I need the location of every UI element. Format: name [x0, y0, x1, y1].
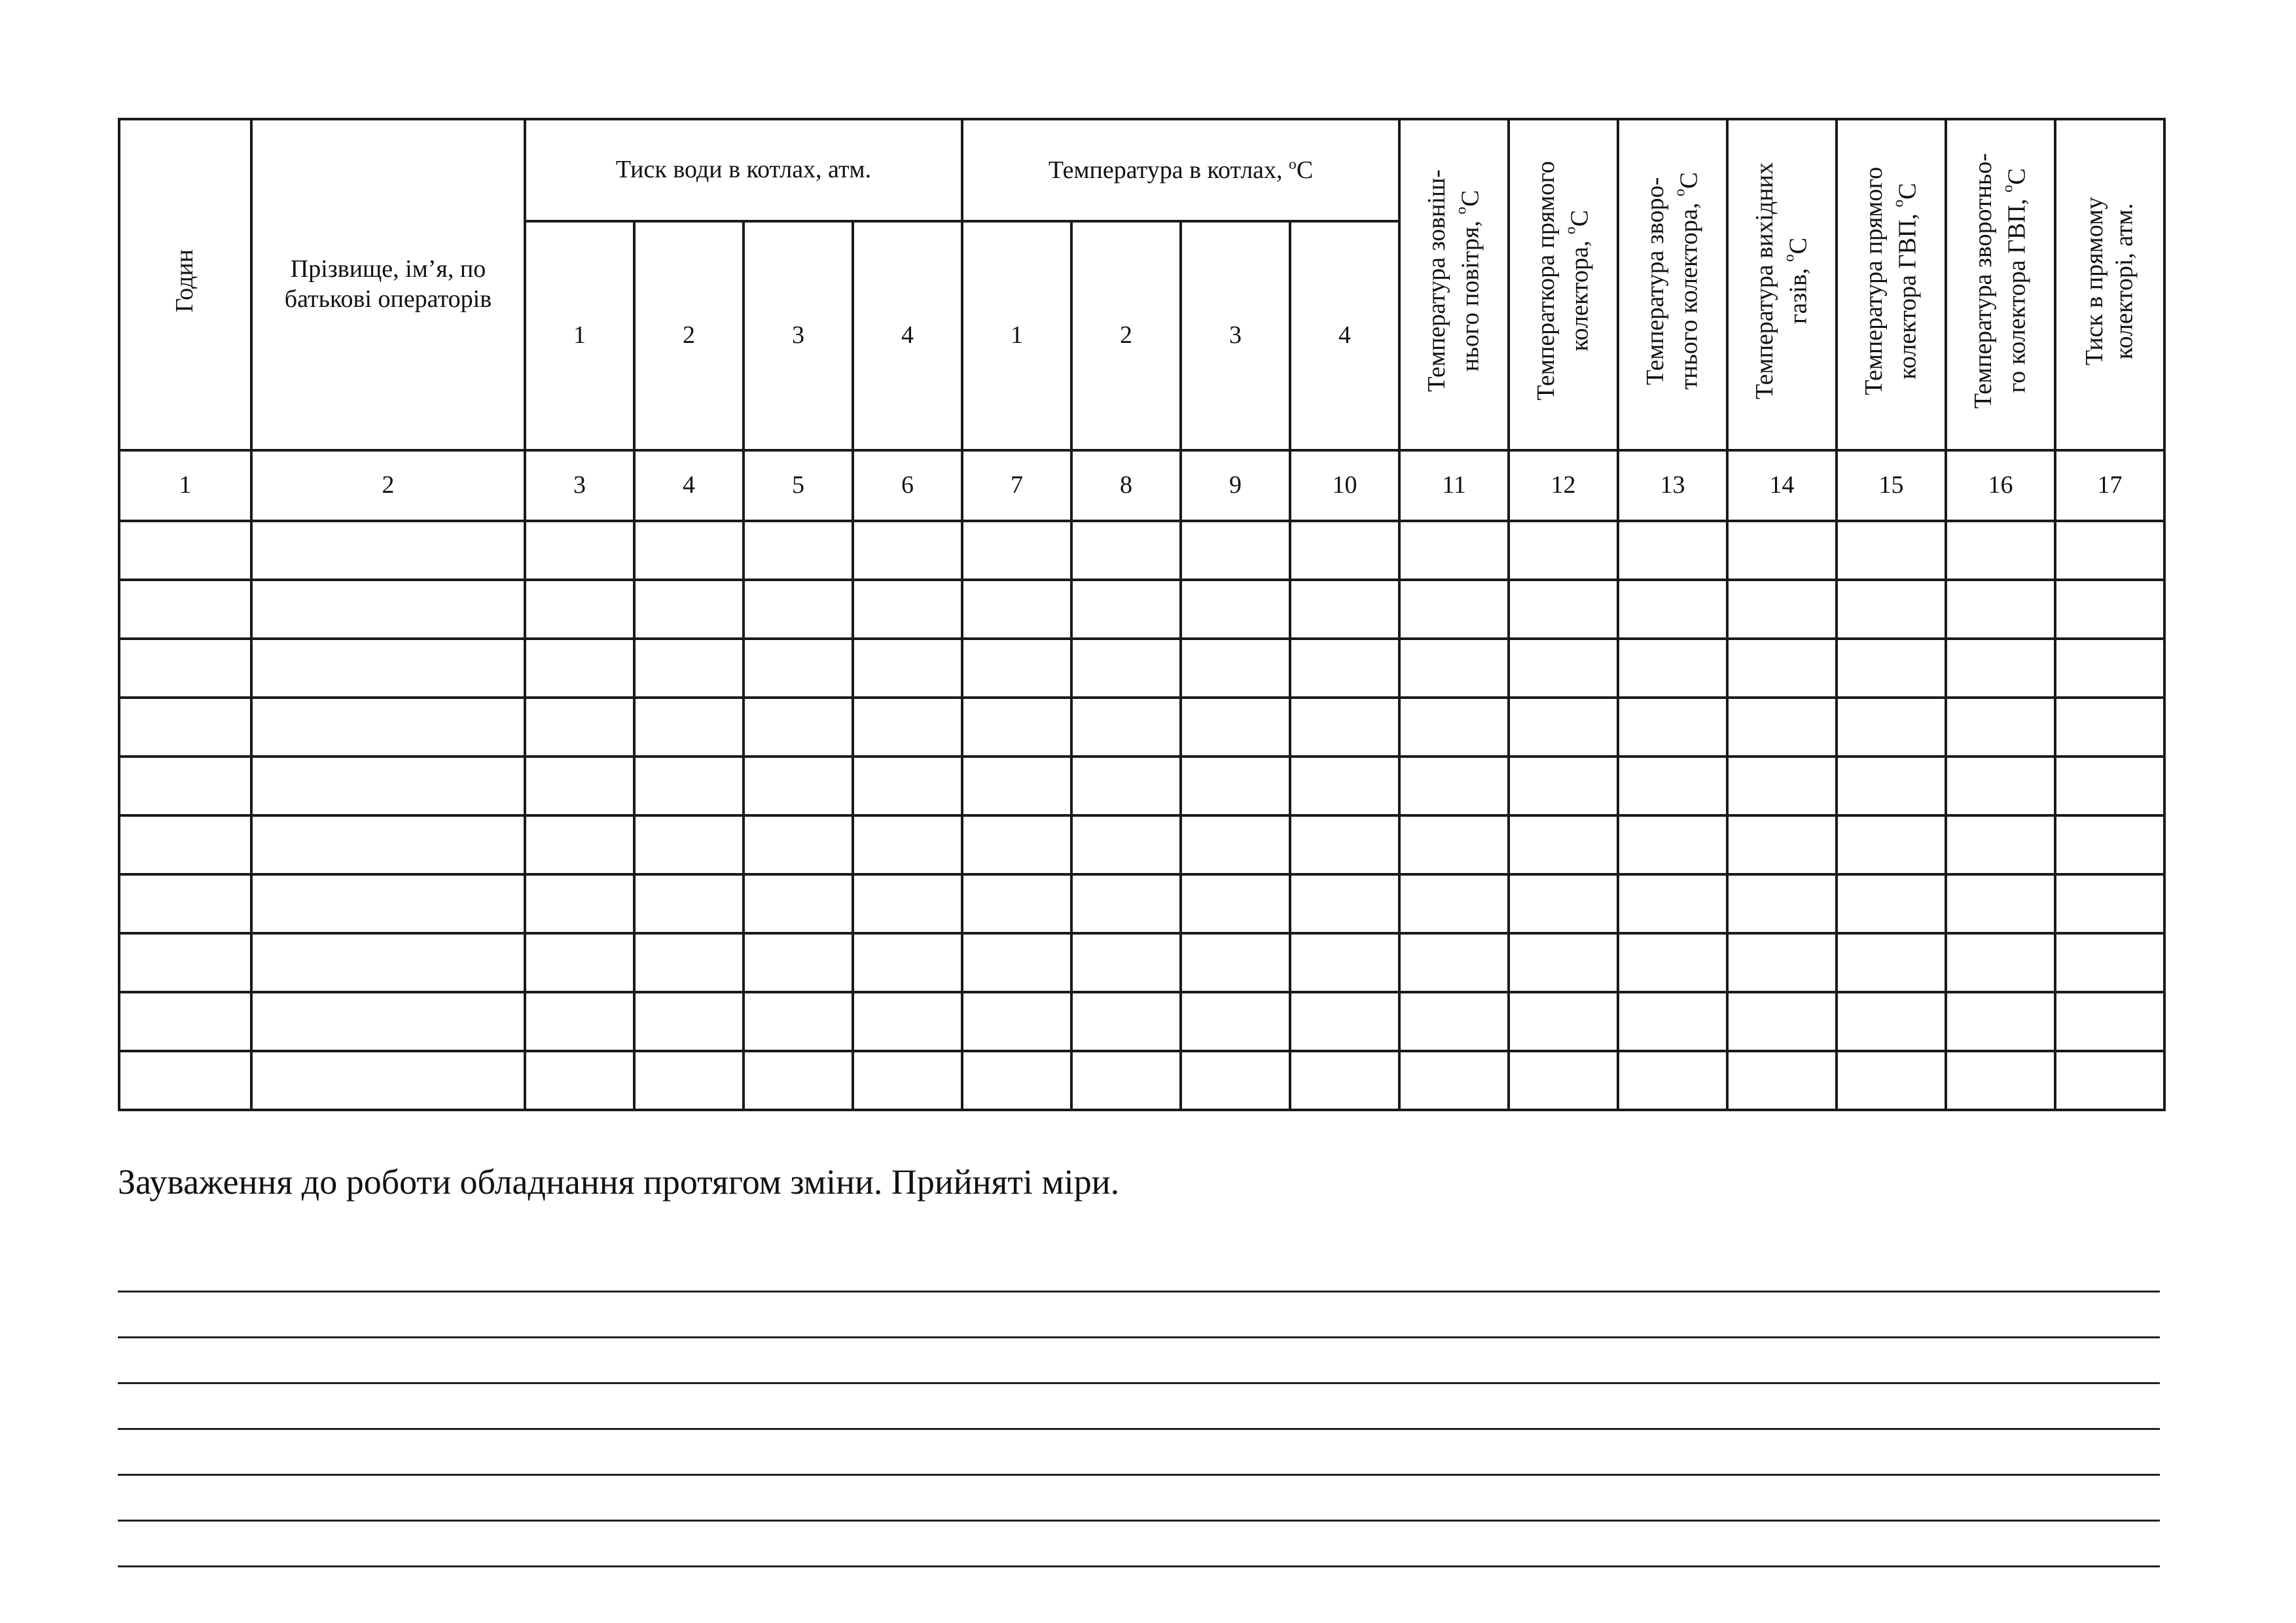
header-hours — [119, 119, 251, 450]
header-operators — [251, 119, 525, 450]
entry-cell[interactable] — [1618, 580, 1727, 639]
header-water-pressure-label: Тиск води в котлах, атм. — [615, 156, 872, 184]
entry-cell[interactable] — [119, 698, 251, 757]
table-row — [119, 992, 2164, 1051]
entry-cell[interactable] — [1618, 874, 1727, 933]
entry-cell[interactable] — [1837, 757, 1946, 815]
entry-cell[interactable] — [1399, 580, 1509, 639]
entry-cell[interactable] — [1290, 757, 1399, 815]
header-boiler-temperature-label: Температура в котлах, — [1048, 156, 1289, 184]
entry-cell[interactable] — [525, 874, 634, 933]
vertical-header-line1: Температура вихідних — [1750, 162, 1778, 400]
entry-cell[interactable] — [1399, 698, 1509, 757]
entry-cell[interactable] — [2055, 580, 2164, 639]
entry-cell[interactable] — [634, 815, 744, 874]
operator-log-table — [118, 118, 2166, 1111]
entry-cell[interactable] — [1509, 815, 1618, 874]
entry-cell[interactable] — [744, 698, 853, 757]
entry-cell[interactable] — [119, 757, 251, 815]
entry-cell[interactable] — [1399, 815, 1509, 874]
entry-cell[interactable] — [251, 874, 525, 933]
entry-cell[interactable] — [1181, 757, 1290, 815]
entry-cell[interactable] — [1727, 933, 1837, 992]
column-number: 7 — [962, 450, 1071, 521]
entry-cell[interactable] — [1071, 639, 1181, 698]
entry-cell[interactable] — [1181, 815, 1290, 874]
entry-cell[interactable] — [525, 1051, 634, 1110]
entry-cell[interactable] — [1290, 698, 1399, 757]
entry-cell[interactable] — [1290, 521, 1399, 580]
entry-cell[interactable] — [1290, 1051, 1399, 1110]
header-boiler-temperature — [962, 119, 1399, 221]
boiler-pressure-4: 4 — [853, 221, 962, 450]
entry-cell[interactable] — [1509, 1051, 1618, 1110]
entry-cell[interactable] — [1837, 639, 1946, 698]
entry-cell[interactable] — [853, 521, 962, 580]
header-hours-label: Годин — [171, 249, 199, 313]
entry-cell[interactable] — [119, 815, 251, 874]
header-water-pressure — [525, 119, 962, 221]
entry-cell[interactable] — [1946, 698, 2055, 757]
entry-cell[interactable] — [744, 1051, 853, 1110]
column-number: 15 — [1837, 450, 1946, 521]
entry-cell[interactable] — [525, 757, 634, 815]
column-number: 5 — [744, 450, 853, 521]
entry-cell[interactable] — [251, 580, 525, 639]
entry-cell[interactable] — [634, 933, 744, 992]
entry-cell[interactable] — [1509, 639, 1618, 698]
degree-mark: о — [1671, 188, 1689, 197]
entry-cell[interactable] — [525, 580, 634, 639]
entry-cell[interactable] — [1509, 992, 1618, 1051]
header-supply-collector-temperature — [1509, 119, 1618, 450]
entry-cell[interactable] — [1727, 815, 1837, 874]
entry-cell[interactable] — [525, 521, 634, 580]
entry-cell[interactable] — [853, 698, 962, 757]
entry-cell[interactable] — [1290, 815, 1399, 874]
vertical-header-line2: го колектора ГВП, — [2003, 192, 2031, 393]
table-row — [119, 1051, 2164, 1110]
remarks-label: Зауваження до роботи обладнання протягом зміни. Прийняті міри. — [118, 1162, 1120, 1202]
remarks-line[interactable] — [118, 1430, 2160, 1476]
unit-celsius: С — [1566, 210, 1594, 227]
entry-cell[interactable] — [1509, 580, 1618, 639]
entry-cell[interactable] — [1837, 933, 1946, 992]
remarks-line[interactable] — [118, 1293, 2160, 1338]
entry-cell[interactable] — [634, 757, 744, 815]
table-row — [119, 757, 2164, 815]
entry-cell[interactable] — [2055, 1051, 2164, 1110]
entry-cell[interactable] — [962, 1051, 1071, 1110]
table-row — [119, 639, 2164, 698]
entry-cell[interactable] — [1509, 698, 1618, 757]
entry-cell[interactable] — [1399, 757, 1509, 815]
entry-cell[interactable] — [119, 933, 251, 992]
entry-cell[interactable] — [1618, 1051, 1727, 1110]
entry-cell[interactable] — [1181, 639, 1290, 698]
entry-cell[interactable] — [251, 1051, 525, 1110]
entry-cell[interactable] — [853, 933, 962, 992]
entry-cell[interactable] — [1837, 874, 1946, 933]
entry-cell[interactable] — [962, 992, 1071, 1051]
entry-cell[interactable] — [634, 992, 744, 1051]
column-number: 13 — [1618, 450, 1727, 521]
entry-cell[interactable] — [1181, 580, 1290, 639]
vertical-header-line2: газів, — [1784, 262, 1812, 325]
entry-cell[interactable] — [1290, 933, 1399, 992]
entry-cell[interactable] — [1618, 992, 1727, 1051]
entry-cell[interactable] — [1837, 1051, 1946, 1110]
entry-cell[interactable] — [634, 698, 744, 757]
entry-cell[interactable] — [1618, 757, 1727, 815]
entry-cell[interactable] — [119, 639, 251, 698]
entry-cell[interactable] — [1071, 521, 1181, 580]
remarks-line[interactable] — [118, 1338, 2160, 1384]
entry-cell[interactable] — [744, 874, 853, 933]
entry-cell[interactable] — [251, 521, 525, 580]
vertical-header-line1: Температура зворотньо- — [1969, 153, 1997, 409]
entry-cell[interactable] — [962, 639, 1071, 698]
degree-mark: о — [1452, 206, 1470, 215]
column-number: 9 — [1181, 450, 1290, 521]
entry-cell[interactable] — [251, 992, 525, 1051]
entry-cell[interactable] — [251, 933, 525, 992]
entry-cell[interactable] — [525, 933, 634, 992]
entry-cell[interactable] — [962, 874, 1071, 933]
entry-cell[interactable] — [1399, 521, 1509, 580]
entry-cell[interactable] — [1399, 933, 1509, 992]
entry-cell[interactable] — [525, 992, 634, 1051]
header-operators-line1: Прізвище, ім’я, по — [290, 255, 486, 283]
entry-cell[interactable] — [853, 1051, 962, 1110]
vertical-header-line2: нього повітря, — [1456, 214, 1484, 372]
unit-celsius: С — [1675, 172, 1703, 189]
entry-cell[interactable] — [1071, 698, 1181, 757]
column-number: 17 — [2055, 450, 2164, 521]
entry-cell[interactable] — [251, 757, 525, 815]
entry-cell[interactable] — [1509, 933, 1618, 992]
header-supply-collector-pressure — [2055, 119, 2164, 450]
boiler-temperature-3: 3 — [1181, 221, 1290, 450]
entry-cell[interactable] — [962, 698, 1071, 757]
entry-cell[interactable] — [1837, 698, 1946, 757]
entry-cell[interactable] — [1181, 698, 1290, 757]
entry-cell[interactable] — [1181, 992, 1290, 1051]
table-row — [119, 815, 2164, 874]
entry-cell[interactable] — [1727, 521, 1837, 580]
vertical-header-line2: колектора, — [1566, 234, 1594, 352]
column-number: 8 — [1071, 450, 1181, 521]
degree-mark: о — [1890, 199, 1907, 207]
entry-cell[interactable] — [744, 757, 853, 815]
table-row — [119, 580, 2164, 639]
degree-mark: о — [1562, 226, 1579, 235]
entry-cell[interactable] — [744, 933, 853, 992]
entry-cell[interactable] — [1837, 521, 1946, 580]
degree-mark: о — [1780, 254, 1798, 262]
entry-cell[interactable] — [1181, 1051, 1290, 1110]
entry-cell[interactable] — [1837, 992, 1946, 1051]
entry-cell[interactable] — [2055, 874, 2164, 933]
entry-cell[interactable] — [2055, 521, 2164, 580]
boiler-pressure-1: 1 — [525, 221, 634, 450]
column-number: 11 — [1399, 450, 1509, 521]
entry-cell[interactable] — [119, 1051, 251, 1110]
remarks-line[interactable] — [118, 1247, 2160, 1293]
entry-cell[interactable] — [1727, 874, 1837, 933]
entry-cell[interactable] — [1837, 815, 1946, 874]
entry-cell[interactable] — [634, 521, 744, 580]
entry-cell[interactable] — [1399, 992, 1509, 1051]
vertical-header-line2: колектора ГВП, — [1893, 207, 1922, 380]
entry-cell[interactable] — [1837, 580, 1946, 639]
column-number: 6 — [853, 450, 962, 521]
entry-cell[interactable] — [525, 815, 634, 874]
header-exhaust-gas-temperature — [1727, 119, 1837, 450]
entry-cell[interactable] — [1290, 580, 1399, 639]
entry-cell[interactable] — [1727, 639, 1837, 698]
column-number-row — [119, 450, 2164, 521]
entry-cell[interactable] — [1181, 874, 1290, 933]
entry-cell[interactable] — [1181, 933, 1290, 992]
entry-cell[interactable] — [1290, 992, 1399, 1051]
entry-cell[interactable] — [251, 815, 525, 874]
entry-cell[interactable] — [853, 639, 962, 698]
entry-cell[interactable] — [1290, 639, 1399, 698]
entry-cell[interactable] — [119, 874, 251, 933]
header-return-collector-temperature — [1618, 119, 1727, 450]
entry-cell[interactable] — [962, 757, 1071, 815]
entry-cell[interactable] — [2055, 639, 2164, 698]
degree-mark: о — [1289, 155, 1297, 173]
header-hot-water-supply-temperature — [1837, 119, 1946, 450]
entry-cell[interactable] — [1727, 1051, 1837, 1110]
column-number: 16 — [1946, 450, 2055, 521]
column-number: 12 — [1509, 450, 1618, 521]
header-operators-line2: батькові операторів — [284, 285, 492, 313]
entry-cell[interactable] — [1946, 580, 2055, 639]
entry-cell[interactable] — [1618, 815, 1727, 874]
entry-cell[interactable] — [1946, 639, 2055, 698]
column-number: 2 — [251, 450, 525, 521]
boiler-temperature-1: 1 — [962, 221, 1071, 450]
entry-cell[interactable] — [1946, 992, 2055, 1051]
entry-cell[interactable] — [1071, 1051, 1181, 1110]
column-number: 14 — [1727, 450, 1837, 521]
boiler-temperature-4: 4 — [1290, 221, 1399, 450]
entry-cell[interactable] — [2055, 815, 2164, 874]
entry-cell[interactable] — [744, 521, 853, 580]
entry-cell[interactable] — [1946, 757, 2055, 815]
entry-cell[interactable] — [744, 815, 853, 874]
entry-cell[interactable] — [1509, 874, 1618, 933]
entry-cell[interactable] — [1071, 933, 1181, 992]
entry-cell[interactable] — [853, 580, 962, 639]
vertical-header-line1: Температура зовніш- — [1422, 169, 1450, 393]
entry-cell[interactable] — [1946, 933, 2055, 992]
remarks-line[interactable] — [118, 1476, 2160, 1522]
entry-cell[interactable] — [251, 639, 525, 698]
entry-cell[interactable] — [2055, 698, 2164, 757]
entry-cell[interactable] — [1618, 521, 1727, 580]
header-hot-water-return-temperature — [1946, 119, 2055, 450]
entry-cell[interactable] — [744, 639, 853, 698]
entry-cell[interactable] — [962, 815, 1071, 874]
entry-cell[interactable] — [2055, 757, 2164, 815]
unit-celsius: С — [2003, 168, 2031, 185]
entry-cell[interactable] — [1071, 874, 1181, 933]
entry-cell[interactable] — [525, 639, 634, 698]
table-row — [119, 698, 2164, 757]
entry-cell[interactable] — [251, 698, 525, 757]
vertical-header-line1: Температура зворо- — [1641, 177, 1669, 385]
entry-cell[interactable] — [1727, 580, 1837, 639]
entry-cell[interactable] — [525, 698, 634, 757]
column-number: 4 — [634, 450, 744, 521]
remarks-line[interactable] — [118, 1522, 2160, 1567]
header-outside-air-temperature — [1399, 119, 1509, 450]
entry-cell[interactable] — [634, 639, 744, 698]
entry-cell[interactable] — [1071, 580, 1181, 639]
entry-cell[interactable] — [2055, 992, 2164, 1051]
entry-cell[interactable] — [853, 992, 962, 1051]
unit-celsius: С — [1296, 156, 1314, 184]
column-number: 10 — [1290, 450, 1399, 521]
entry-cell[interactable] — [1290, 874, 1399, 933]
boiler-pressure-3: 3 — [744, 221, 853, 450]
entry-cell[interactable] — [119, 521, 251, 580]
entry-cell[interactable] — [1946, 874, 2055, 933]
vertical-header-line1: Температура прямого — [1859, 166, 1888, 395]
entry-cell[interactable] — [1509, 757, 1618, 815]
entry-cell[interactable] — [1618, 639, 1727, 698]
entry-cell[interactable] — [1509, 521, 1618, 580]
boiler-pressure-2: 2 — [634, 221, 744, 450]
entry-cell[interactable] — [1181, 521, 1290, 580]
entry-cell[interactable] — [1071, 815, 1181, 874]
vertical-header-line2: колекторі, атм. — [2110, 202, 2138, 359]
vertical-header-line2: тнього колектора, — [1675, 196, 1703, 390]
entry-cell[interactable] — [634, 1051, 744, 1110]
entry-cell[interactable] — [2055, 933, 2164, 992]
entry-cell[interactable] — [853, 874, 962, 933]
unit-celsius: С — [1456, 190, 1484, 207]
entry-cell[interactable] — [1071, 992, 1181, 1051]
remarks-line[interactable] — [118, 1384, 2160, 1430]
vertical-header-line1: Температкора прямого — [1532, 161, 1560, 401]
degree-mark: о — [1999, 185, 2017, 193]
entry-cell[interactable] — [1399, 639, 1509, 698]
entry-cell[interactable] — [1727, 757, 1837, 815]
table-row — [119, 874, 2164, 933]
entry-cell[interactable] — [1399, 1051, 1509, 1110]
remarks-writing-lines — [118, 1247, 2160, 1567]
column-number: 3 — [525, 450, 634, 521]
table-row — [119, 521, 2164, 580]
entry-cell[interactable] — [962, 933, 1071, 992]
column-number: 1 — [119, 450, 251, 521]
unit-celsius: С — [1784, 238, 1812, 255]
entry-cell[interactable] — [744, 580, 853, 639]
entry-cell[interactable] — [1727, 698, 1837, 757]
entry-cell[interactable] — [1727, 992, 1837, 1051]
boiler-temperature-2: 2 — [1071, 221, 1181, 450]
entry-cell[interactable] — [962, 521, 1071, 580]
entry-cell[interactable] — [1071, 757, 1181, 815]
vertical-header-line1: Тиск в прямому — [2080, 196, 2108, 365]
entry-cell[interactable] — [962, 580, 1071, 639]
entry-cell[interactable] — [1399, 874, 1509, 933]
entry-cell[interactable] — [119, 580, 251, 639]
entry-cell[interactable] — [1946, 815, 2055, 874]
entry-cell[interactable] — [744, 992, 853, 1051]
entry-cell[interactable] — [1946, 1051, 2055, 1110]
entry-cell[interactable] — [1618, 933, 1727, 992]
entry-cell[interactable] — [853, 757, 962, 815]
entry-cell[interactable] — [119, 992, 251, 1051]
unit-celsius: С — [1893, 183, 1922, 200]
entry-cell[interactable] — [634, 580, 744, 639]
entry-cell[interactable] — [1618, 698, 1727, 757]
table-row — [119, 933, 2164, 992]
entry-cell[interactable] — [853, 815, 962, 874]
entry-cell[interactable] — [1946, 521, 2055, 580]
entry-cell[interactable] — [634, 874, 744, 933]
